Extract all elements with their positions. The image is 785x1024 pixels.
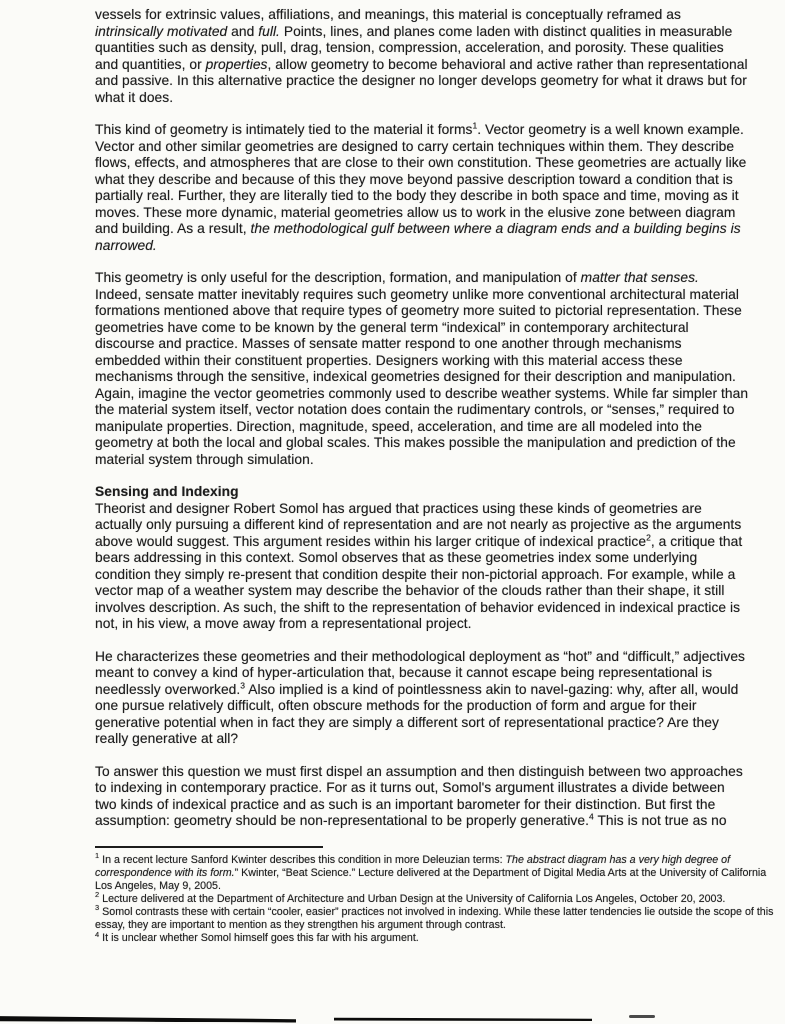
footnote-1 xyxy=(95,850,779,893)
body-text xyxy=(95,7,749,830)
footnote-3 xyxy=(95,903,779,932)
paragraph-3: This geometry is only useful for the description, formation, and manipulation of matter that senses. Indeed, sensate matter inevitably requires such geometry unlike more conventional architectural material formations mentioned above that require types of geometry more suited to pictorial representation. These geometries have come to be known by the general term “indexical” in contemporary architectural discourse and practice. Masses of sensate matter respond to one another through mechanisms embedded within their constituent properties. Designers working with this material access these mechanisms through the sensitive, indexical geometries designed for their description and manipulation. Again, imagine the vector geometries commonly used to describe weather systems. While far simpler than the material system itself, vector notation does contain the rudimentary controls, or “senses,” required to manipulate properties. Direction, magnitude, speed, acceleration, and time are all modeled into the geometry at both the local and global scales. This makes possible the manipulation and prediction of the material system through simulation. xyxy=(95,270,749,467)
scan-artifact-mark-right xyxy=(629,1015,655,1018)
footnotes-block xyxy=(95,850,779,946)
footnote-3-text: Somol contrasts these with certain “cooler, easier” practices not involved in indexing. While these latter tendencies lie outside the scope of this essay, they are important to mention as they strengthen his argument through contrast. xyxy=(95,905,774,931)
section-heading: Sensing and Indexing xyxy=(95,484,239,499)
paragraph-6: To answer this question we must first dispel an assumption and then distinguish between two approaches to indexing in contemporary practice. For as it turns out, Somol's argument illustrates a divide between two kinds of indexical practice and as such is an important barometer for their distinction. But first the assumption: geometry should be non-representational to be properly generative.$^4$ This is not true as no xyxy=(95,763,743,828)
footnote-1-marker: 1 xyxy=(95,850,100,860)
scan-artifact-bar-middle xyxy=(334,1016,592,1021)
footnote-2 xyxy=(95,890,779,906)
paragraph-1: vessels for extrinsic values, affiliations, and meanings, this material is conceptually reframed as intrinsically motivated and full. Points, lines, and planes come laden with distinct qualities in measurable quantities such as density, pull, drag, tension, compression, acceleration, and porosity. These qualities and quantities, or properties, allow geometry to become behavioral and active rather than representational and passive. In this alternative practice the designer no longer develops geometry for what it draws but for what it does. xyxy=(95,7,748,105)
footnote-separator xyxy=(95,846,323,848)
scan-artifact-bar-left xyxy=(0,1015,296,1022)
footnote-3-marker: 3 xyxy=(95,903,100,913)
footnote-4 xyxy=(95,929,779,945)
paragraph-2: This kind of geometry is intimately tied to the material it forms$^1$. Vector geometry is a well known example. Vector and other similar geometries are designed to carry certain techniques within them. They describe flows, effects, and atmospheres that are close to their own constitution. These geometries are actually like what they describe and because of this they move beyond passive description toward a condition that is partially real. Further, they are literally tied to the body they describe in both space and time, moving as it moves. These more dynamic, material geometries allow us to work in the elusive zone between diagram and building. As a result, the methodological gulf between where a diagram ends and a building begins is narrowed. xyxy=(95,120,747,253)
paragraph-4: Theorist and designer Robert Somol has argued that practices using these kinds of geometries are actually only pursuing a different kind of representation and are not nearly as projective as the arguments above would suggest. This argument resides within his larger critique of indexical practice$^2$, a critique that bears addressing in this context. Somol observes that as these geometries index some underlying condition they simply re-present that condition despite their non-pictorial approach. For example, while a vector map of a weather system may describe the behavior of the clouds rather than their shape, it still involves description. As such, the shift to the representation of behavior evidenced in indexical practice is not, in his view, a move away from a representational project. xyxy=(95,500,743,631)
footnote-4-marker: 4 xyxy=(95,929,100,939)
paragraph-5: He characterizes these geometries and their methodological deployment as “hot” and “difficult,” adjectives meant to convey a kind of hyper-articulation that, because it cannot escape being representational is needlessly overworked.$^3$ Also implied is a kind of pointlessness akin to navel-gazing: why, after all, would one pursue relatively difficult, often obscure methods for the production of form and argue for their generative potential when in fact they are simply a different sort of representational practice? Are they really generative at all? xyxy=(95,648,745,746)
footnote-2-marker: 2 xyxy=(95,890,100,900)
footnote-2-text: Lecture delivered at the Department of Architecture and Urban Design at the University of California Los Angeles, October 20, 2003. xyxy=(102,892,726,905)
footnote-1-text: In a recent lecture Sanford Kwinter describes this condition in more Deleuzian terms: The abstract diagram has a very high degree of correspondence with its form.” Kwinter, “Beat Science.” Lecture delivered at the Department of Digital Media Arts at the University of California Los Angeles, May 9, 2005. xyxy=(95,853,767,892)
footnote-4-text: It is unclear whether Somol himself goes this far with his argument. xyxy=(102,932,419,945)
